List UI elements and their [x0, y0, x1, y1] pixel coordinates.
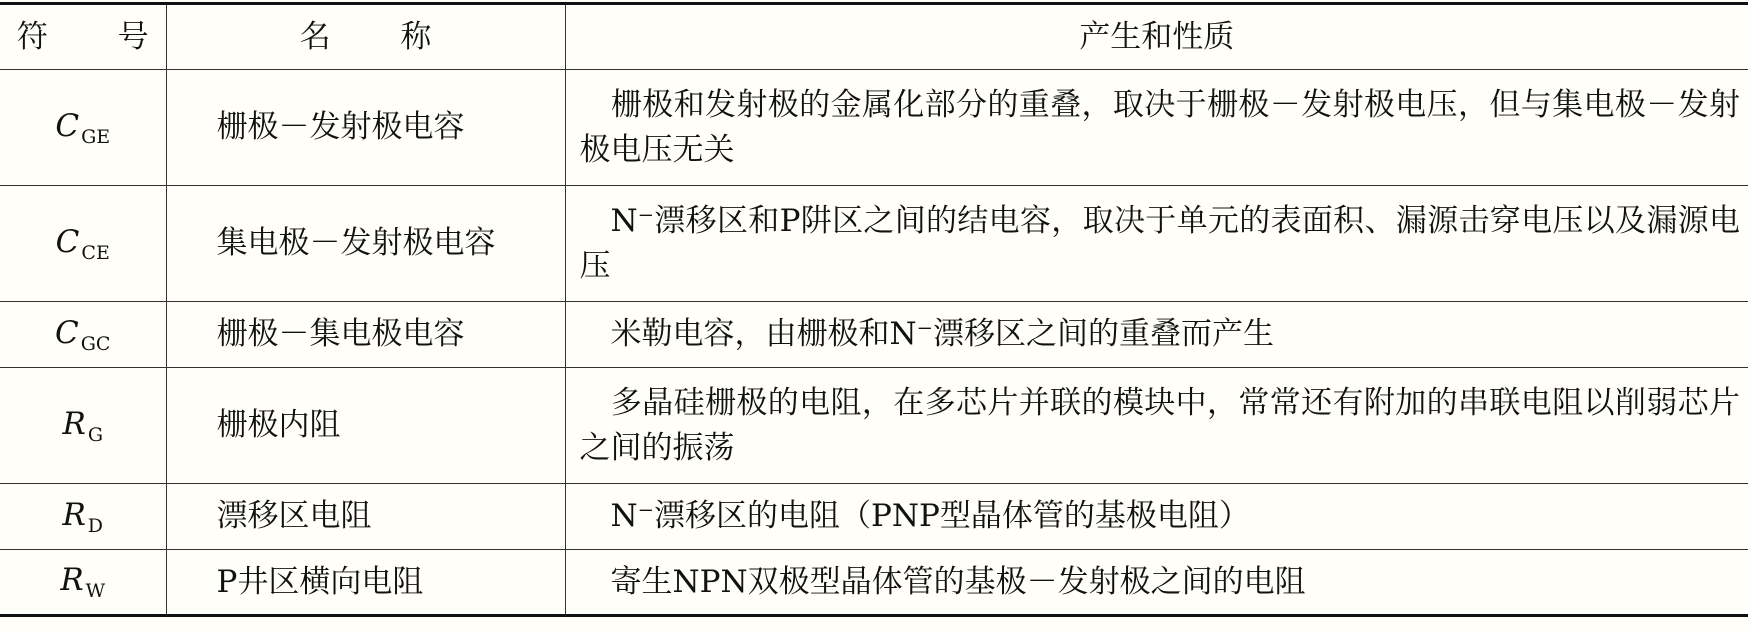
symbol-main: R [60, 562, 84, 599]
header-symbol-text: 符 号 [16, 18, 179, 55]
table-row [0, 550, 1748, 616]
symbol-subscript: GE [81, 125, 111, 148]
table-row [0, 186, 1748, 302]
description-text: 寄生NPN双极型晶体管的基极－发射极之间的电阻 [610, 563, 1306, 600]
description-cell [565, 302, 1748, 368]
description-text: 多晶硅栅极的电阻，在多芯片并联的模块中，常常还有附加的串联电阻以削弱芯片之间的振荡 [579, 384, 1740, 466]
table-row [0, 368, 1748, 484]
description-text: 栅极和发射极的金属化部分的重叠，取决于栅极－发射极电压，但与集电极－发射极电压无关 [579, 86, 1740, 168]
symbol-subscript: CE [81, 241, 110, 264]
name-cell: 栅极内阻 [166, 368, 565, 484]
name-cell: 栅极－发射极电容 [166, 70, 565, 186]
symbol-subscript: G [87, 423, 104, 446]
header-symbol [0, 4, 179, 70]
description-text: 米勒电容，由栅极和N⁻漂移区之间的重叠而产生 [610, 316, 1274, 353]
symbol-main: R [62, 405, 86, 442]
description-cell [565, 70, 1748, 186]
header-name-text: 名 称 [299, 18, 462, 55]
symbol-cell [0, 302, 166, 368]
description-text: N⁻漂移区和P阱区之间的结电容，取决于单元的表面积、漏源击穿电压以及漏源电压 [579, 202, 1740, 284]
symbol-cell [0, 186, 166, 302]
description-cell [565, 368, 1748, 484]
symbol-cell [0, 550, 166, 616]
description-cell [565, 550, 1748, 616]
name-cell: P井区横向电阻 [166, 550, 565, 616]
description-text: N⁻漂移区的电阻（PNP型晶体管的基极电阻） [610, 498, 1250, 535]
symbol-subscript: W [85, 580, 106, 603]
table-row [0, 70, 1748, 186]
header-description-text: 产生和性质 [1079, 18, 1235, 55]
header-row [0, 4, 1748, 70]
table-row [0, 302, 1748, 368]
description-cell [565, 186, 1748, 302]
symbol-main: R [62, 496, 86, 533]
header-name [166, 4, 565, 70]
symbol-main: C [55, 107, 80, 144]
symbol-subscript: D [87, 514, 104, 537]
symbol-subscript: GC [80, 332, 111, 355]
symbol-main: C [55, 223, 80, 260]
symbol-cell [0, 70, 166, 186]
description-cell [565, 484, 1748, 550]
symbol-cell [0, 484, 166, 550]
symbol-main: C [55, 314, 79, 351]
parameter-table [0, 2, 1748, 617]
symbol-cell [0, 368, 166, 484]
table-row [0, 484, 1748, 550]
name-cell: 栅极－集电极电容 [166, 302, 565, 368]
header-description [565, 4, 1748, 70]
name-cell: 集电极－发射极电容 [166, 186, 565, 302]
name-cell: 漂移区电阻 [166, 484, 565, 550]
